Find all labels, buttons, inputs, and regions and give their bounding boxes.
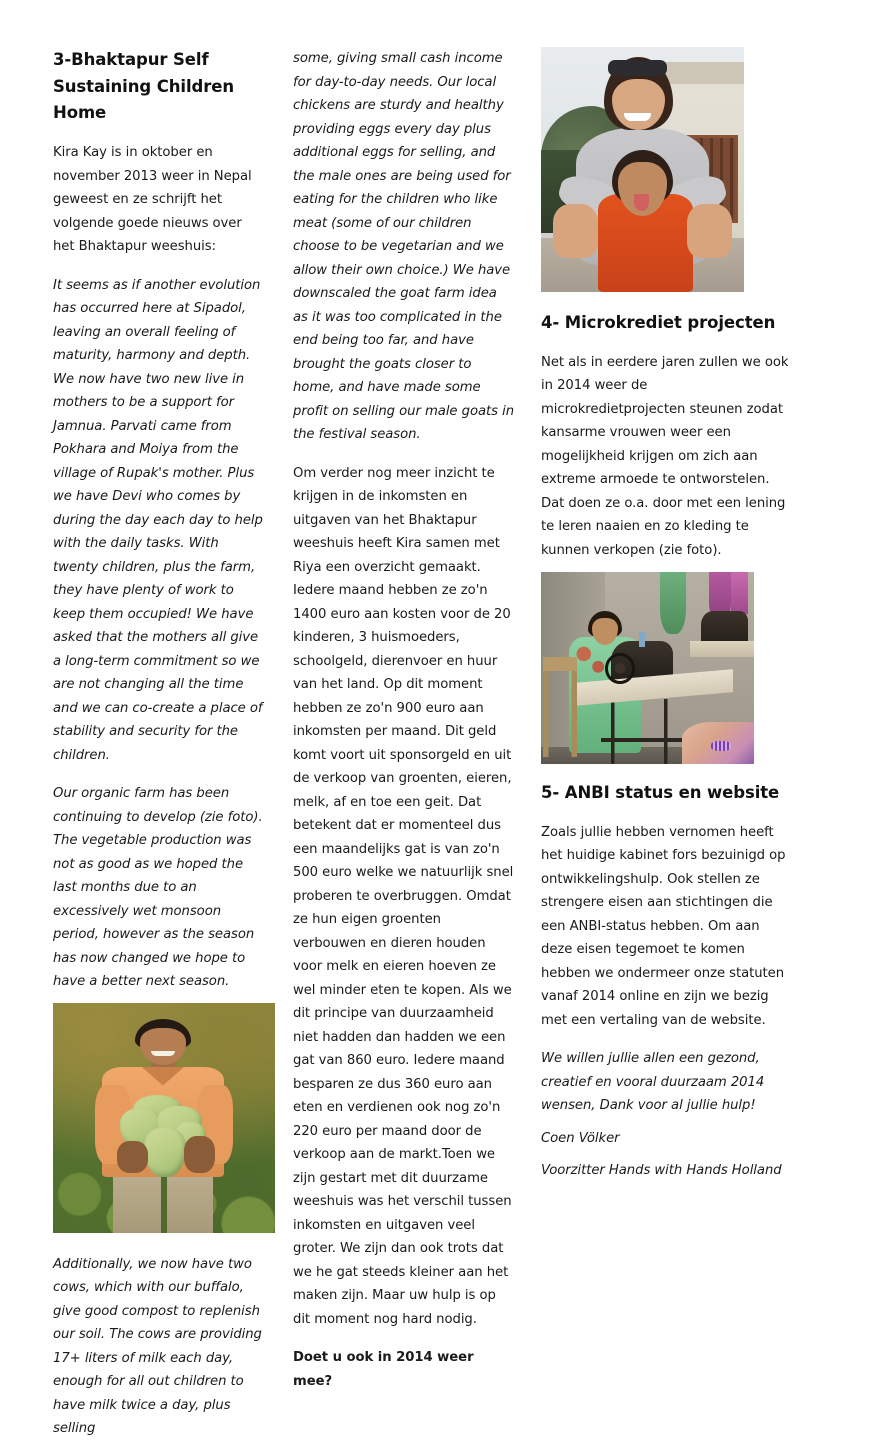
- column-middle: [293, 47, 541, 1393]
- call-to-action-text: Doet u ook in 2014 weer mee?: [293, 1350, 474, 1389]
- three-column-layout: [53, 47, 828, 1441]
- quote-paragraph-3: Additionally, we now have two cows, which with our buffalo, give good compost to replenish our soil. The cows are providing 17+ liters of milk each day, enough for all out children to have milk twice a day, plus selling: [53, 1256, 262, 1437]
- photo-woman-sewing: [541, 572, 754, 764]
- signature-role: Voorzitter Hands with Hands Holland: [541, 1163, 782, 1179]
- dutch-finances-paragraph: Om verder nog meer inzicht te krijgen in de inkomsten en uitgaven van het Bhaktapur weeshuis heeft Kira samen met Riya een overzicht gemaakt. Iedere maand hebben ze zo'n 1400 euro aan kosten voor de 20 kinderen, 3 huismoeders, schoolgeld, dierenvoer en huur van het land. Op dit moment hebben ze zo'n 900 euro aan inkomsten per maand. Dit geld komt voort uit sponsorgeld en uit de verkoop van groenten, eieren, melk, af en toe een geit. Dat betekent dat er momenteel dus een maandelijks gat is van zo'n 500 euro welke we natuurlijk snel proberen te overbruggen. Omdat ze hun eigen groenten verbouwen en dieren houden voor melk en eieren hoeven ze wel minder eten te kopen. Als we dit principe van duurzaamheid niet hadden dan hadden we een gat van 860 euro. Iedere maand besparen ze dus 360 euro aan eten en verdienen ook nog zo'n 220 euro per maand door de verkoop aan de markt.Toen we zijn gestart met dit duurzame weeshuis was het verschil tussen inkomsten en uitgaven veel groter. We zijn dan ook trots dat we he gat steeds kleiner aan het maken zijn. Maar uw hulp is op dit moment nog hard nodig.: [293, 465, 514, 1327]
- section-4-body: Net als in eerdere jaren zullen we ook in 2014 weer de microkredietprojecten steunen zodat kansarme vrouwen weer een mogelijkheid krijgen om zich aan extreme armoede te ontworstelen. Dat doen ze o.a. door met een lening te leren naaien en zo kleding te kunnen verkopen (zie foto).: [541, 354, 789, 558]
- signature-name: Coen Völker: [541, 1130, 620, 1146]
- quote-paragraph-2: Our organic farm has been continuing to develop (zie foto). The vegetable production was not as good as we hoped the last months due to an excessively wet monsoon period, however as the season has now changed we hope to have a better next season.: [53, 786, 263, 990]
- column-right: [541, 47, 789, 1183]
- closing-wish: We willen jullie allen een gezond, creatief en vooral duurzaam 2014 wensen, Dank voor al jullie hulp!: [541, 1051, 765, 1114]
- section-5-body: Zoals jullie hebben vernomen heeft het huidige kabinet fors bezuinigd op ontwikkelingshulp. Ook stellen ze strengere eisen aan stichtingen die een ANBI-status hebben. Om aan deze eisen tegemoet te komen hebben we ondermeer onze statuten vanaf 2014 online en zijn we bezig met een vertaling van de website.: [541, 824, 786, 1028]
- section-5-title: 5- ANBI status en website: [541, 783, 780, 803]
- quote-paragraph-4: some, giving small cash income for day-to-day needs. Our local chickens are sturdy and healthy providing eggs every day plus additional eggs for selling, and the male ones are being used for eating for the children who like meat (some of our children choose to be vegetarian and we allow their own choice.) We have downscaled the goat farm idea as it was too complicated in the end being too far, and have brought the goats closer to home, and have made some profit on selling our male goats in the festival season.: [293, 51, 515, 442]
- column-left: [53, 47, 293, 1441]
- photo-boy-with-squash: [53, 1003, 275, 1233]
- photo-woman-hugging-child: [541, 47, 744, 292]
- intro-paragraph: Kira Kay is in oktober en november 2013 weer in Nepal geweest en ze schrijft het volgende goede nieuws over het Bhaktapur weeshuis:: [53, 145, 252, 255]
- quote-paragraph-1: It seems as if another evolution has occurred here at Sipadol, leaving an overall feeling of maturity, harmony and depth. We now have two new live in mothers to be a support for Jamnua. Parvati came from Pokhara and Moiya from the village of Rupak's mother. Plus we have Devi who comes by during the day each day to help with the daily tasks. With twenty children, plus the farm, they have plenty of work to keep them occupied! We have asked that the mothers all give a long-term commitment so we are not changing all the time and we can co-create a place of stability and security for the children.: [53, 277, 263, 763]
- section-3-title: 3-Bhaktapur Self Sustaining Children Home: [53, 50, 234, 123]
- section-4-title: 4- Microkrediet projecten: [541, 313, 776, 332]
